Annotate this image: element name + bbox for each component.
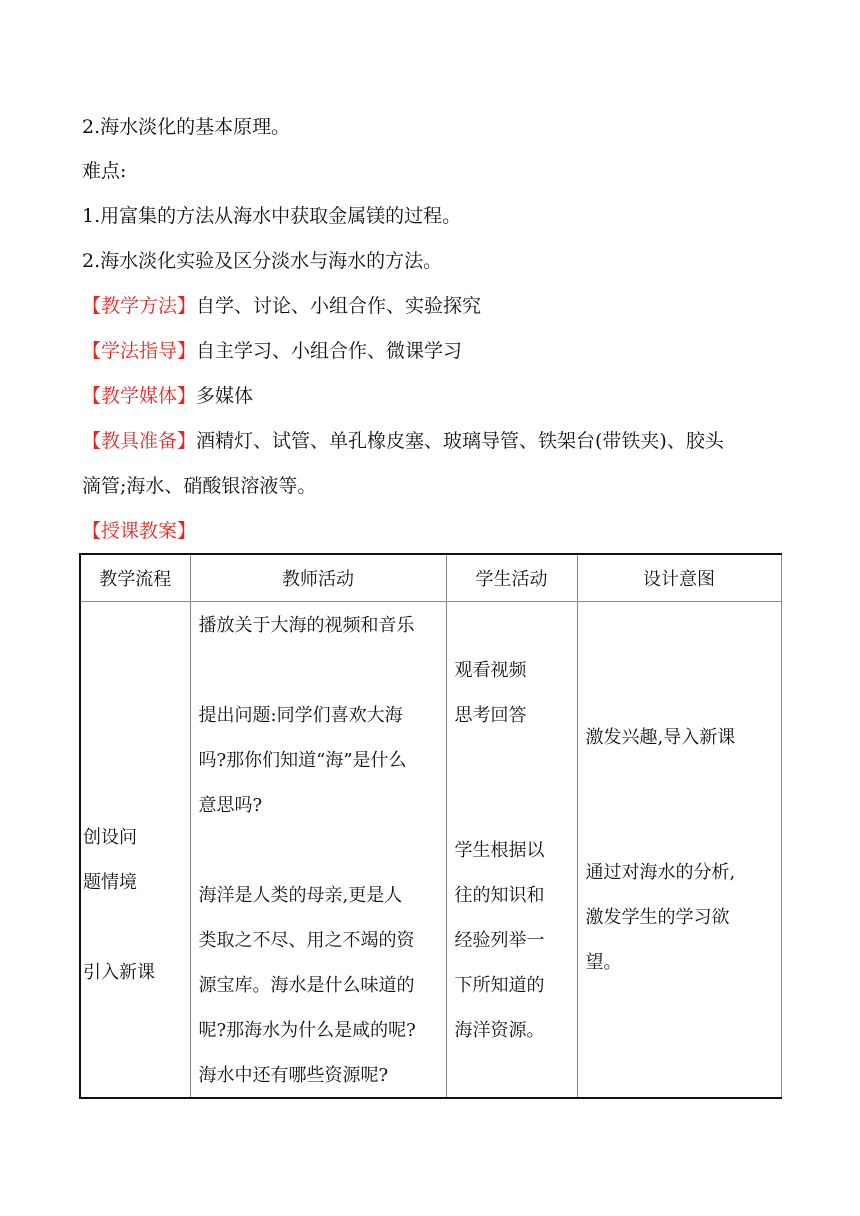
teacher-line: 提出问题:同学们喜欢大海 xyxy=(198,704,403,726)
header-teacher: 教师活动 xyxy=(190,554,446,601)
teacher-line: 意思吗? xyxy=(198,794,263,816)
flow-line: 创设问 xyxy=(83,826,137,848)
header-student: 学生活动 xyxy=(446,554,577,601)
student-line: 海洋资源。 xyxy=(454,1019,545,1041)
flow-cell xyxy=(80,601,190,1098)
teacher-line: 播放关于大海的视频和音乐 xyxy=(198,614,415,636)
teaching-tools-text: 酒精灯、试管、单孔橡皮塞、玻璃导管、铁架台(带铁夹)、胶头 xyxy=(196,430,724,452)
teacher-line: 源宝库。海水是什么味道的 xyxy=(198,974,415,996)
student-line: 思考回答 xyxy=(454,704,527,726)
header-flow: 教学流程 xyxy=(80,554,190,601)
student-line: 经验列举一 xyxy=(454,929,545,951)
teaching-method xyxy=(82,292,481,320)
flow-line: 引入新课 xyxy=(83,961,155,983)
teaching-method-tag: 【教学方法】 xyxy=(82,295,197,317)
teacher-line: 吗?那你们知道“海”是什么 xyxy=(198,749,407,771)
difficulty-heading: 难点: xyxy=(82,160,127,182)
lesson-plan-heading: 【授课教案】 xyxy=(82,520,197,542)
student-line: 下所知道的 xyxy=(454,974,545,996)
study-guide-text: 自主学习、小组合作、微课学习 xyxy=(196,340,463,362)
teaching-media xyxy=(82,382,253,410)
student-line: 学生根据以 xyxy=(454,839,545,861)
teacher-line: 海洋是人类的母亲,更是人 xyxy=(198,884,403,906)
study-guide-tag: 【学法指导】 xyxy=(82,340,197,362)
teaching-media-tag: 【教学媒体】 xyxy=(82,385,197,407)
teaching-media-text: 多媒体 xyxy=(196,385,254,407)
teaching-tools-cont: 滴管;海水、硝酸银溶液等。 xyxy=(82,475,317,497)
key-point-2: 2.海水淡化的基本原理。 xyxy=(82,116,291,138)
intent-line: 通过对海水的分析, xyxy=(585,861,736,883)
table-row xyxy=(80,601,781,1098)
teacher-cell xyxy=(190,601,446,1098)
student-cell xyxy=(446,601,577,1098)
student-line: 观看视频 xyxy=(454,659,527,681)
student-line: 往的知识和 xyxy=(454,884,545,906)
teaching-tools xyxy=(82,427,724,455)
teaching-method-text: 自学、讨论、小组合作、实验探究 xyxy=(196,295,482,317)
lesson-plan-table xyxy=(79,553,782,1099)
study-guide xyxy=(82,337,462,365)
teacher-line: 海水中还有哪些资源呢? xyxy=(198,1064,389,1086)
intent-line: 激发兴趣,导入新课 xyxy=(585,726,736,748)
teacher-line: 呢?那海水为什么是咸的呢? xyxy=(198,1019,416,1041)
table-header-row xyxy=(80,554,781,601)
intent-cell xyxy=(577,601,781,1098)
teacher-line: 类取之不尽、用之不竭的资 xyxy=(198,929,415,951)
flow-line: 题情境 xyxy=(83,871,137,893)
intent-line: 激发学生的学习欲 xyxy=(585,906,730,928)
header-intent: 设计意图 xyxy=(577,554,781,601)
teaching-tools-tag: 【教具准备】 xyxy=(82,430,197,452)
difficulty-2: 2.海水淡化实验及区分淡水与海水的方法。 xyxy=(82,250,443,272)
difficulty-1: 1.用富集的方法从海水中获取金属镁的过程。 xyxy=(82,205,462,227)
intent-line: 望。 xyxy=(585,951,622,973)
